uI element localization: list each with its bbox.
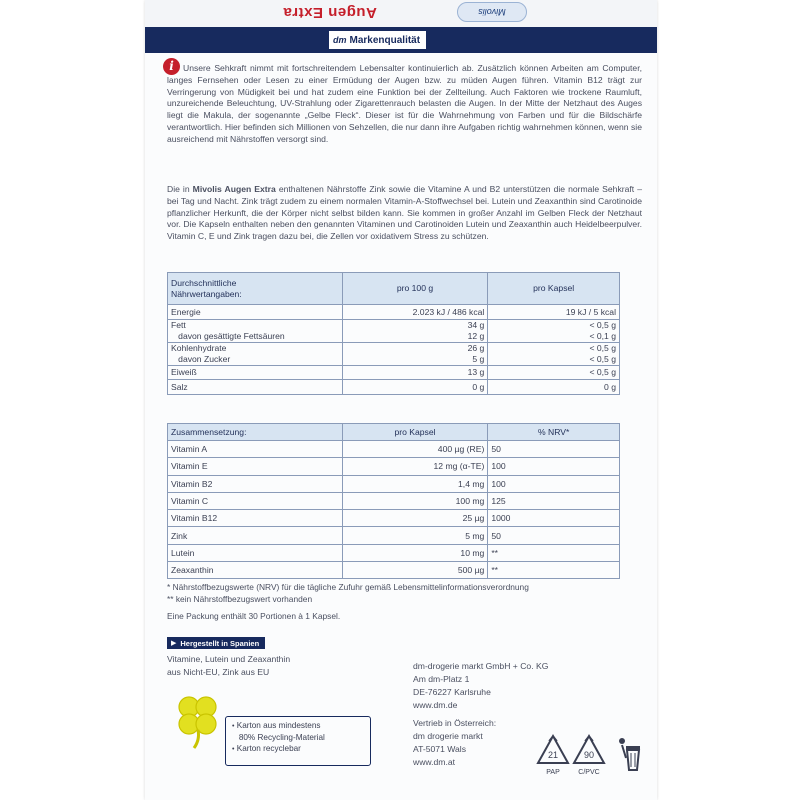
info-icon: i bbox=[163, 58, 180, 75]
badge-text: Markenqualität bbox=[349, 34, 421, 46]
table-row: Zink 5 mg 50 bbox=[168, 527, 620, 544]
origin-badge: ▶ Hergestellt in Spanien bbox=[167, 637, 265, 649]
flipped-brand-logo: Mivolis bbox=[457, 2, 527, 22]
intro-paragraph: Unsere Sehkraft nimmt mit fortschreitendem Lebensalter kontinuierlich ab. Zusätzlich können Arbeiten am Computer, langes Fernsehen oder Lesen zu einer Ermüdung der Augen bzw. zu müden Augen führen. Vitamin B12 trägt zur Verringerung von Müdigkeit bei und hat zudem eine Funktion bei der Zellteilung. Auch Faktoren wie trockene Raumluft, unzureichende Beleuchtung, UV-Strahlung oder Zigarettenrauch belasten die Augen. In der Mitte der Netzhaut des Auges liegt die Makula, der sogenannte „Gelbe Fleck“. Dieser ist für die Wahrnehmung von Farben und für die Bildschärfe verantwortlich. Hier befinden sich Millionen von Sehzellen, die nur dann ihre Aufgaben richtig wahrnehmen können, wenn sie ausreichend mit Nährstoffen versorgt sind. bbox=[167, 63, 642, 144]
table-row: Zeaxanthin 500 µg ** bbox=[168, 562, 620, 579]
nutrition-table bbox=[167, 272, 620, 395]
nutrition-header-row bbox=[168, 273, 620, 305]
svg-text:90: 90 bbox=[583, 750, 595, 760]
table-row: Kohlenhydrate davon Zucker 26 g 5 g < 0,5 g < 0,5 g bbox=[168, 342, 620, 365]
svg-text:21: 21 bbox=[547, 750, 559, 760]
table-row: Energie 2.023 kJ / 486 kcal 19 kJ / 5 kcal bbox=[168, 305, 620, 320]
table-row: Vitamin E 12 mg (α-TE) 100 bbox=[168, 458, 620, 475]
col-per-100g: pro 100 g bbox=[342, 273, 488, 305]
product-paragraph: Die in Mivolis Augen Extra enthaltenen Nährstoffe Zink sowie die Vitamine A und B2 unterstützen die normale Sehkraft – bei Tag und Nacht. Zink trägt zudem zu einem normalen Vitamin-A-Stoffwechsel bei. Lutein und Zeaxanthin sind Carotinoide pflanzlicher Herkunft, die der Körper nicht selbst bilden kann. Sie kommen in großer Anzahl im Gelben Fleck der Netzhaut vor. Die Kapseln enthalten neben den genannten Vitaminen und Carotinoiden Lutein und Zeaxanthin auch Heidelbeerpulver. Vitamin C, E und Zink tragen dazu bei, die Zellen vor oxidativem Stress zu schützen. bbox=[167, 184, 642, 242]
footnote-nrv: * Nährstoffbezugswerte (NRV) für die tägliche Zufuhr gemäß Lebensmittelinformationsverordnung bbox=[167, 582, 529, 592]
flipped-product-title: Augen Extra bbox=[283, 4, 377, 21]
col-per-capsule: pro Kapsel bbox=[488, 273, 620, 305]
footnotes bbox=[167, 582, 647, 605]
clover-icon bbox=[170, 690, 225, 750]
manufacturer-address: dm-drogerie markt GmbH + Co. KG Am dm-Platz 1 DE-76227 Karlsruhe www.dm.de bbox=[413, 661, 549, 710]
product-name: Mivolis Augen Extra bbox=[192, 184, 276, 194]
table-row: Vitamin A 400 µg (RE) 50 bbox=[168, 441, 620, 458]
composition-table bbox=[167, 423, 620, 579]
table-row: Salz 0 g 0 g bbox=[168, 380, 620, 395]
trash-bin-icon bbox=[617, 736, 643, 774]
recycle-cpvc-icon bbox=[571, 733, 607, 781]
recycling-info: • Karton aus mindestens 80% Recycling-Material • Karton recyclebar bbox=[225, 716, 371, 766]
pack-info: Eine Packung enthält 30 Portionen à 1 Kapsel. bbox=[167, 611, 341, 621]
origin-text: Vitamine, Lutein und Zeaxanthin aus Nicht-EU, Zink aus EU bbox=[167, 654, 291, 677]
recycle-pap-icon bbox=[535, 733, 571, 781]
col-nrv: % NRV* bbox=[488, 424, 620, 441]
dm-logo: dm bbox=[333, 35, 347, 45]
nutrition-header-label: Durchschnittliche Nährwertangaben: bbox=[168, 273, 343, 305]
svg-text:PAP: PAP bbox=[546, 769, 560, 776]
table-row: Lutein 10 mg ** bbox=[168, 544, 620, 561]
markenqualitaet-badge bbox=[329, 31, 426, 49]
svg-text:C/PVC: C/PVC bbox=[578, 769, 600, 776]
composition-header-row bbox=[168, 424, 620, 441]
footnote-no-nrv: ** kein Nährstoffbezugswert vorhanden bbox=[167, 593, 313, 604]
brand-band bbox=[145, 27, 657, 53]
package-back bbox=[145, 0, 657, 800]
table-row: Vitamin B2 1,4 mg 100 bbox=[168, 475, 620, 492]
table-row: Eiweiß 13 g < 0,5 g bbox=[168, 365, 620, 380]
table-row: Vitamin B12 25 µg 1000 bbox=[168, 510, 620, 527]
table-row: Vitamin C 100 mg 125 bbox=[168, 492, 620, 509]
top-flap bbox=[145, 0, 657, 27]
distribution-austria: Vertrieb in Österreich: dm drogerie markt AT-5071 Wals www.dm.at bbox=[413, 718, 497, 767]
composition-header-label: Zusammensetzung: bbox=[168, 424, 343, 441]
arrow-right-icon: ▶ bbox=[171, 640, 177, 647]
table-row: Fett davon gesättigte Fettsäuren 34 g 12 g < 0,5 g < 0,1 g bbox=[168, 319, 620, 342]
col-per-capsule: pro Kapsel bbox=[342, 424, 488, 441]
